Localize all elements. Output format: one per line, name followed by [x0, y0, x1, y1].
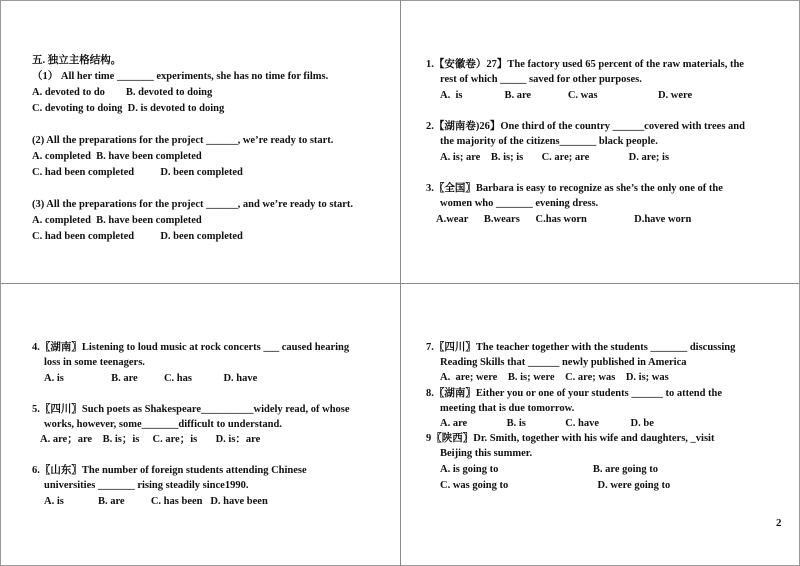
question-options: C. was going to D. were going to — [440, 480, 671, 491]
question-options: A. are B. is C. have D. be — [440, 418, 654, 429]
question-options: A. devoted to do B. devoted to doing — [32, 87, 213, 98]
question-stem: loss in some teenagers. — [44, 357, 145, 368]
question-options: A. completed B. have been completed — [32, 151, 202, 162]
question-stem: (3) All the preparations for the project ______, and we’re ready to start. — [32, 199, 353, 210]
question-stem: 3.〖全国〗Barbara is easy to recognize as she’s the only one of the — [426, 183, 723, 194]
question-options: A. are; were B. is; were C. are; was D. is; was — [440, 372, 669, 383]
question-stem: the majority of the citizens_______ black people. — [440, 136, 658, 147]
question-options: A. is going to B. are going to — [440, 464, 658, 475]
question-stem: meeting that is due tomorrow. — [440, 403, 575, 414]
question-stem: 4.〖湖南〗Listening to loud music at rock concerts ___ caused hearing — [32, 342, 350, 353]
question-stem: 6.〖山东〗The number of foreign students attending Chinese — [32, 465, 307, 476]
question-options: C. had been completed D. been completed — [32, 231, 243, 242]
question-stem: 5.〖四川〗Such poets as Shakespeare__________widely read, of whose — [32, 404, 350, 415]
question-stem: universities _______ rising steadily since1990. — [44, 480, 249, 491]
question-options: A. is B. are C. has D. have — [44, 373, 258, 384]
question-stem: (2) All the preparations for the project ______, we’re ready to start. — [32, 135, 334, 146]
question-stem: Beijing this summer. — [440, 448, 533, 459]
question-stem: women who _______ evening dress. — [440, 198, 599, 209]
question-stem: rest of which _____ saved for other purposes. — [440, 74, 642, 85]
question-options: A. is B. are C. was D. were — [440, 90, 693, 101]
question-options: C. had been completed D. been completed — [32, 167, 243, 178]
question-stem: 7.〖四川〗The teacher together with the students _______ discussing — [426, 342, 736, 353]
question-options: A. completed B. have been completed — [32, 215, 202, 226]
page-number: 2 — [776, 517, 782, 529]
question-options: A. is; are B. is; is C. are; are D. are; is — [440, 152, 670, 163]
question-stem: （1） All her time _______ experiments, she has no time for films. — [32, 71, 329, 82]
question-options: A. are；are B. is；is C. are；is D. is：are — [40, 434, 261, 445]
question-stem: 8.〖湖南〗Either you or one of your students ______ to attend the — [426, 388, 723, 399]
question-stem: 9〖陕西〗Dr. Smith, together with his wife and daughters, _visit — [426, 433, 715, 444]
question-stem: 2.【湖南卷)26】One third of the country ______covered with trees and — [426, 121, 745, 132]
horizontal-divider — [0, 283, 800, 284]
question-stem: Reading Skills that ______ newly published in America — [440, 357, 687, 368]
question-stem: works, however, some_______difficult to understand. — [44, 419, 282, 430]
question-options: A.wear B.wears C.has worn D.have worn — [436, 214, 692, 225]
question-stem: 1.【安徽卷）27】The factory used 65 percent of the raw materials, the — [426, 59, 744, 70]
question-options: A. is B. are C. has been D. have been — [44, 496, 268, 507]
section-heading: 五. 独立主格结构。 — [32, 55, 122, 66]
question-options: C. devoting to doing D. is devoted to doing — [32, 103, 225, 114]
